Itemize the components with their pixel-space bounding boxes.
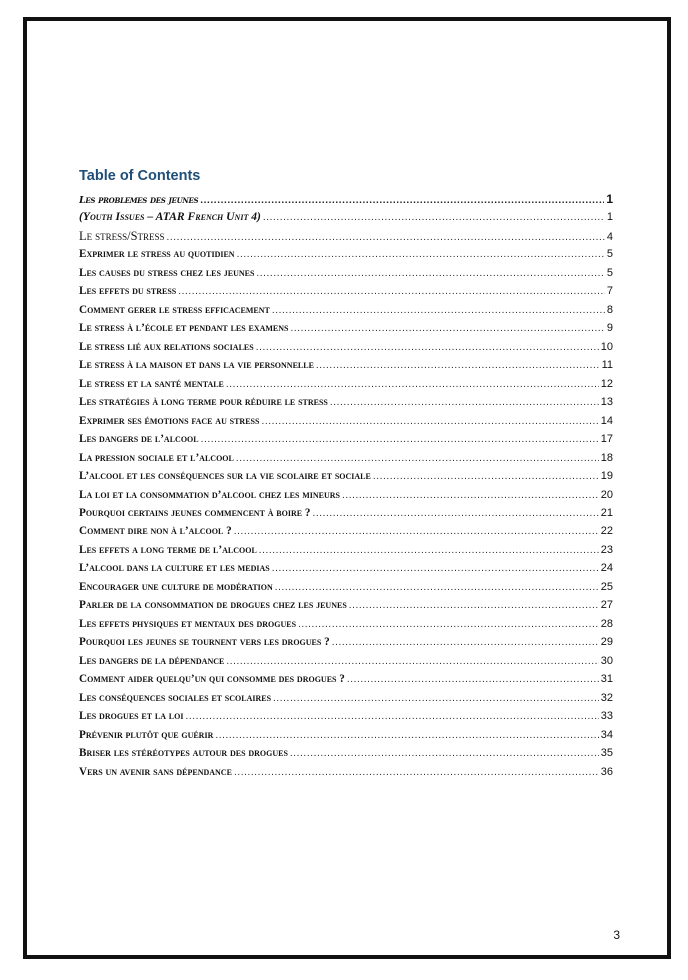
dot-leader [261, 412, 598, 430]
toc-entry-title[interactable]: Le stress et la santé mentale [79, 377, 224, 390]
toc-entry-page[interactable]: 32 [600, 691, 613, 704]
toc-entry-page[interactable]: 25 [600, 580, 613, 593]
toc-entry-title[interactable]: Pourquoi les jeunes se tournent vers les drogues ? [79, 636, 330, 649]
toc-entry[interactable] [79, 467, 613, 485]
toc-entry-page[interactable]: 18 [600, 451, 613, 464]
toc-entry[interactable] [79, 707, 613, 725]
toc-entry[interactable] [79, 559, 613, 577]
toc-entry-title[interactable]: Briser les stéréotypes autour des drogues [79, 747, 288, 760]
dot-leader [273, 689, 599, 707]
toc-entry[interactable] [79, 689, 613, 707]
dot-leader [290, 744, 599, 762]
toc-entry-page[interactable]: 36 [600, 765, 613, 778]
toc-entry-title[interactable]: Pourquoi certains jeunes commencent à boire ? [79, 506, 311, 519]
toc-entry-title[interactable]: Les effets a long terme de l’alcool [79, 543, 257, 556]
toc-entry-title[interactable]: Le stress à l’école et pendant les examens [79, 322, 289, 335]
toc-entry-title[interactable]: Prévenir plutôt que guérir [79, 728, 214, 741]
dot-leader [347, 670, 599, 688]
toc-entry[interactable] [79, 264, 613, 282]
page-number: 3 [613, 928, 620, 942]
table-of-contents [79, 166, 613, 781]
dot-leader [226, 375, 599, 393]
toc-entry[interactable] [79, 541, 613, 559]
toc-entry-title[interactable]: (Youth Issues – ATAR French Unit 4) [79, 210, 261, 224]
toc-entry[interactable] [79, 726, 613, 744]
toc-entry-title[interactable]: La loi et la consommation d’alcool chez les mineurs [79, 488, 341, 501]
toc-entry-title[interactable]: Comment dire non à l’alcool ? [79, 525, 232, 538]
toc-entry-page[interactable]: 11 [601, 359, 613, 372]
toc-entry-title[interactable]: Les stratégies à long terme pour réduire le stress [79, 396, 328, 409]
toc-entry-page[interactable]: 23 [600, 543, 613, 556]
toc-entry[interactable] [79, 652, 613, 670]
toc-entry[interactable] [79, 486, 613, 504]
toc-heading: Table of Contents [79, 168, 201, 184]
dot-leader [185, 707, 598, 725]
dot-leader [316, 356, 600, 374]
toc-entry-title[interactable]: L’alcool et les conséquences sur la vie scolaire et sociale [79, 470, 371, 483]
toc-entry-title[interactable]: Le stress/Stress [79, 228, 165, 243]
dot-leader [234, 522, 599, 540]
toc-entry-title[interactable]: Parler de la consommation de drogues chez les jeunes [79, 599, 347, 612]
toc-entry-page[interactable]: 4 [606, 230, 613, 243]
dot-leader [201, 430, 599, 448]
toc-entry-title[interactable]: Le stress à la maison et dans la vie personnelle [79, 359, 314, 372]
toc-entry[interactable] [79, 504, 613, 522]
toc-entry[interactable] [79, 430, 613, 448]
toc-entry-title[interactable]: Vers un avenir sans dépendance [79, 765, 232, 778]
toc-entry-page[interactable]: 5 [606, 248, 613, 261]
dot-leader [226, 652, 598, 670]
dot-leader [342, 486, 599, 504]
toc-entry-page[interactable]: 31 [600, 673, 613, 686]
dot-leader [200, 191, 604, 208]
dot-leader [215, 726, 598, 744]
toc-entry[interactable] [79, 282, 613, 300]
dot-leader [237, 245, 605, 263]
dot-leader [234, 763, 599, 781]
toc-entry-page[interactable]: 8 [606, 303, 613, 316]
toc-entry-page[interactable]: 20 [600, 488, 613, 501]
toc-entry-page[interactable]: 5 [606, 266, 613, 279]
toc-entry-title[interactable]: Comment aider quelqu’un qui consomme des drogues ? [79, 673, 345, 686]
toc-entry-page[interactable]: 19 [600, 470, 613, 483]
toc-entry-page[interactable]: 33 [600, 710, 613, 723]
toc-entry[interactable] [79, 208, 613, 226]
toc-entry-page[interactable]: 34 [600, 728, 613, 741]
toc-entry-page[interactable]: 29 [600, 636, 613, 649]
toc-entry-page[interactable]: 13 [600, 396, 613, 409]
toc-entry[interactable] [79, 670, 613, 688]
toc-entry-title[interactable]: Encourager une culture de modération [79, 580, 273, 593]
toc-entry[interactable] [79, 578, 613, 596]
toc-entry[interactable] [79, 319, 613, 337]
toc-entry-title[interactable]: Les effets physiques et mentaux des drogues [79, 617, 297, 630]
toc-entry[interactable] [79, 227, 613, 245]
toc-entry-title[interactable]: Le stress lié aux relations sociales [79, 340, 254, 353]
toc-entry-page[interactable]: 7 [606, 285, 613, 298]
toc-entry[interactable] [79, 596, 613, 614]
toc-entry[interactable] [79, 615, 613, 633]
dot-leader [263, 208, 605, 226]
toc-entry-title[interactable]: Les causes du stress chez les jeunes [79, 266, 255, 279]
toc-entry[interactable] [79, 338, 613, 356]
toc-entry[interactable] [79, 744, 613, 762]
dot-leader [373, 467, 599, 485]
toc-entry-page[interactable]: 1 [606, 192, 613, 206]
toc-entry-page[interactable]: 10 [600, 340, 613, 353]
toc-entry-page[interactable]: 21 [600, 506, 613, 519]
toc-entry-title[interactable]: La pression sociale et l’alcool [79, 451, 234, 464]
dot-leader [272, 559, 599, 577]
toc-entry[interactable] [79, 190, 613, 208]
toc-entry-page[interactable]: 12 [600, 377, 613, 390]
toc-entry-title[interactable]: Les dangers de la dépendance [79, 654, 225, 667]
dot-leader [236, 449, 599, 467]
dot-leader [272, 301, 605, 319]
toc-entry-title[interactable]: L’alcool dans la culture et les medias [79, 562, 270, 575]
toc-entry[interactable] [79, 412, 613, 430]
toc-entry-page[interactable]: 22 [600, 525, 613, 538]
dot-leader [332, 633, 599, 651]
dot-leader [178, 282, 605, 300]
toc-entry-title[interactable]: Exprimer le stress au quotidien [79, 248, 235, 261]
toc-entry-title[interactable]: Les problemes des jeunes [79, 195, 199, 206]
dot-leader [349, 596, 599, 614]
toc-entry-page[interactable]: 27 [600, 599, 613, 612]
toc-entry[interactable] [79, 375, 613, 393]
toc-entry[interactable] [79, 633, 613, 651]
toc-entry-title[interactable]: Les conséquences sociales et scolaires [79, 691, 272, 704]
toc-entry-page[interactable]: 30 [600, 654, 613, 667]
toc-entry-page[interactable]: 1 [606, 211, 613, 224]
dot-leader [290, 319, 604, 337]
toc-entry-page[interactable]: 9 [606, 322, 613, 335]
toc-entry-page[interactable]: 17 [600, 433, 613, 446]
toc-entry-page[interactable]: 28 [600, 617, 613, 630]
dot-leader [330, 393, 599, 411]
toc-entry-title[interactable]: Les effets du stress [79, 285, 177, 298]
dot-leader [298, 615, 599, 633]
toc-entry[interactable] [79, 356, 613, 374]
toc-entry[interactable] [79, 245, 613, 263]
toc-entry[interactable] [79, 763, 613, 781]
dot-leader [256, 338, 599, 356]
dot-leader [275, 578, 599, 596]
dot-leader [256, 264, 604, 282]
dot-leader [167, 228, 605, 245]
toc-entry[interactable] [79, 449, 613, 467]
toc-entry[interactable] [79, 522, 613, 540]
toc-list [79, 190, 613, 781]
toc-entry-page[interactable]: 35 [600, 747, 613, 760]
dot-leader [312, 504, 598, 522]
toc-entry[interactable] [79, 393, 613, 411]
dot-leader [259, 541, 599, 559]
toc-entry-title[interactable]: Les dangers de l’alcool [79, 433, 199, 446]
toc-entry-title[interactable]: Comment gerer le stress efficacement [79, 303, 270, 316]
toc-entry[interactable] [79, 301, 613, 319]
toc-entry-page[interactable]: 24 [600, 562, 613, 575]
toc-entry-title[interactable]: Exprimer ses émotions face au stress [79, 414, 260, 427]
toc-entry-title[interactable]: Les drogues et la loi [79, 710, 184, 723]
toc-entry-page[interactable]: 14 [600, 414, 613, 427]
